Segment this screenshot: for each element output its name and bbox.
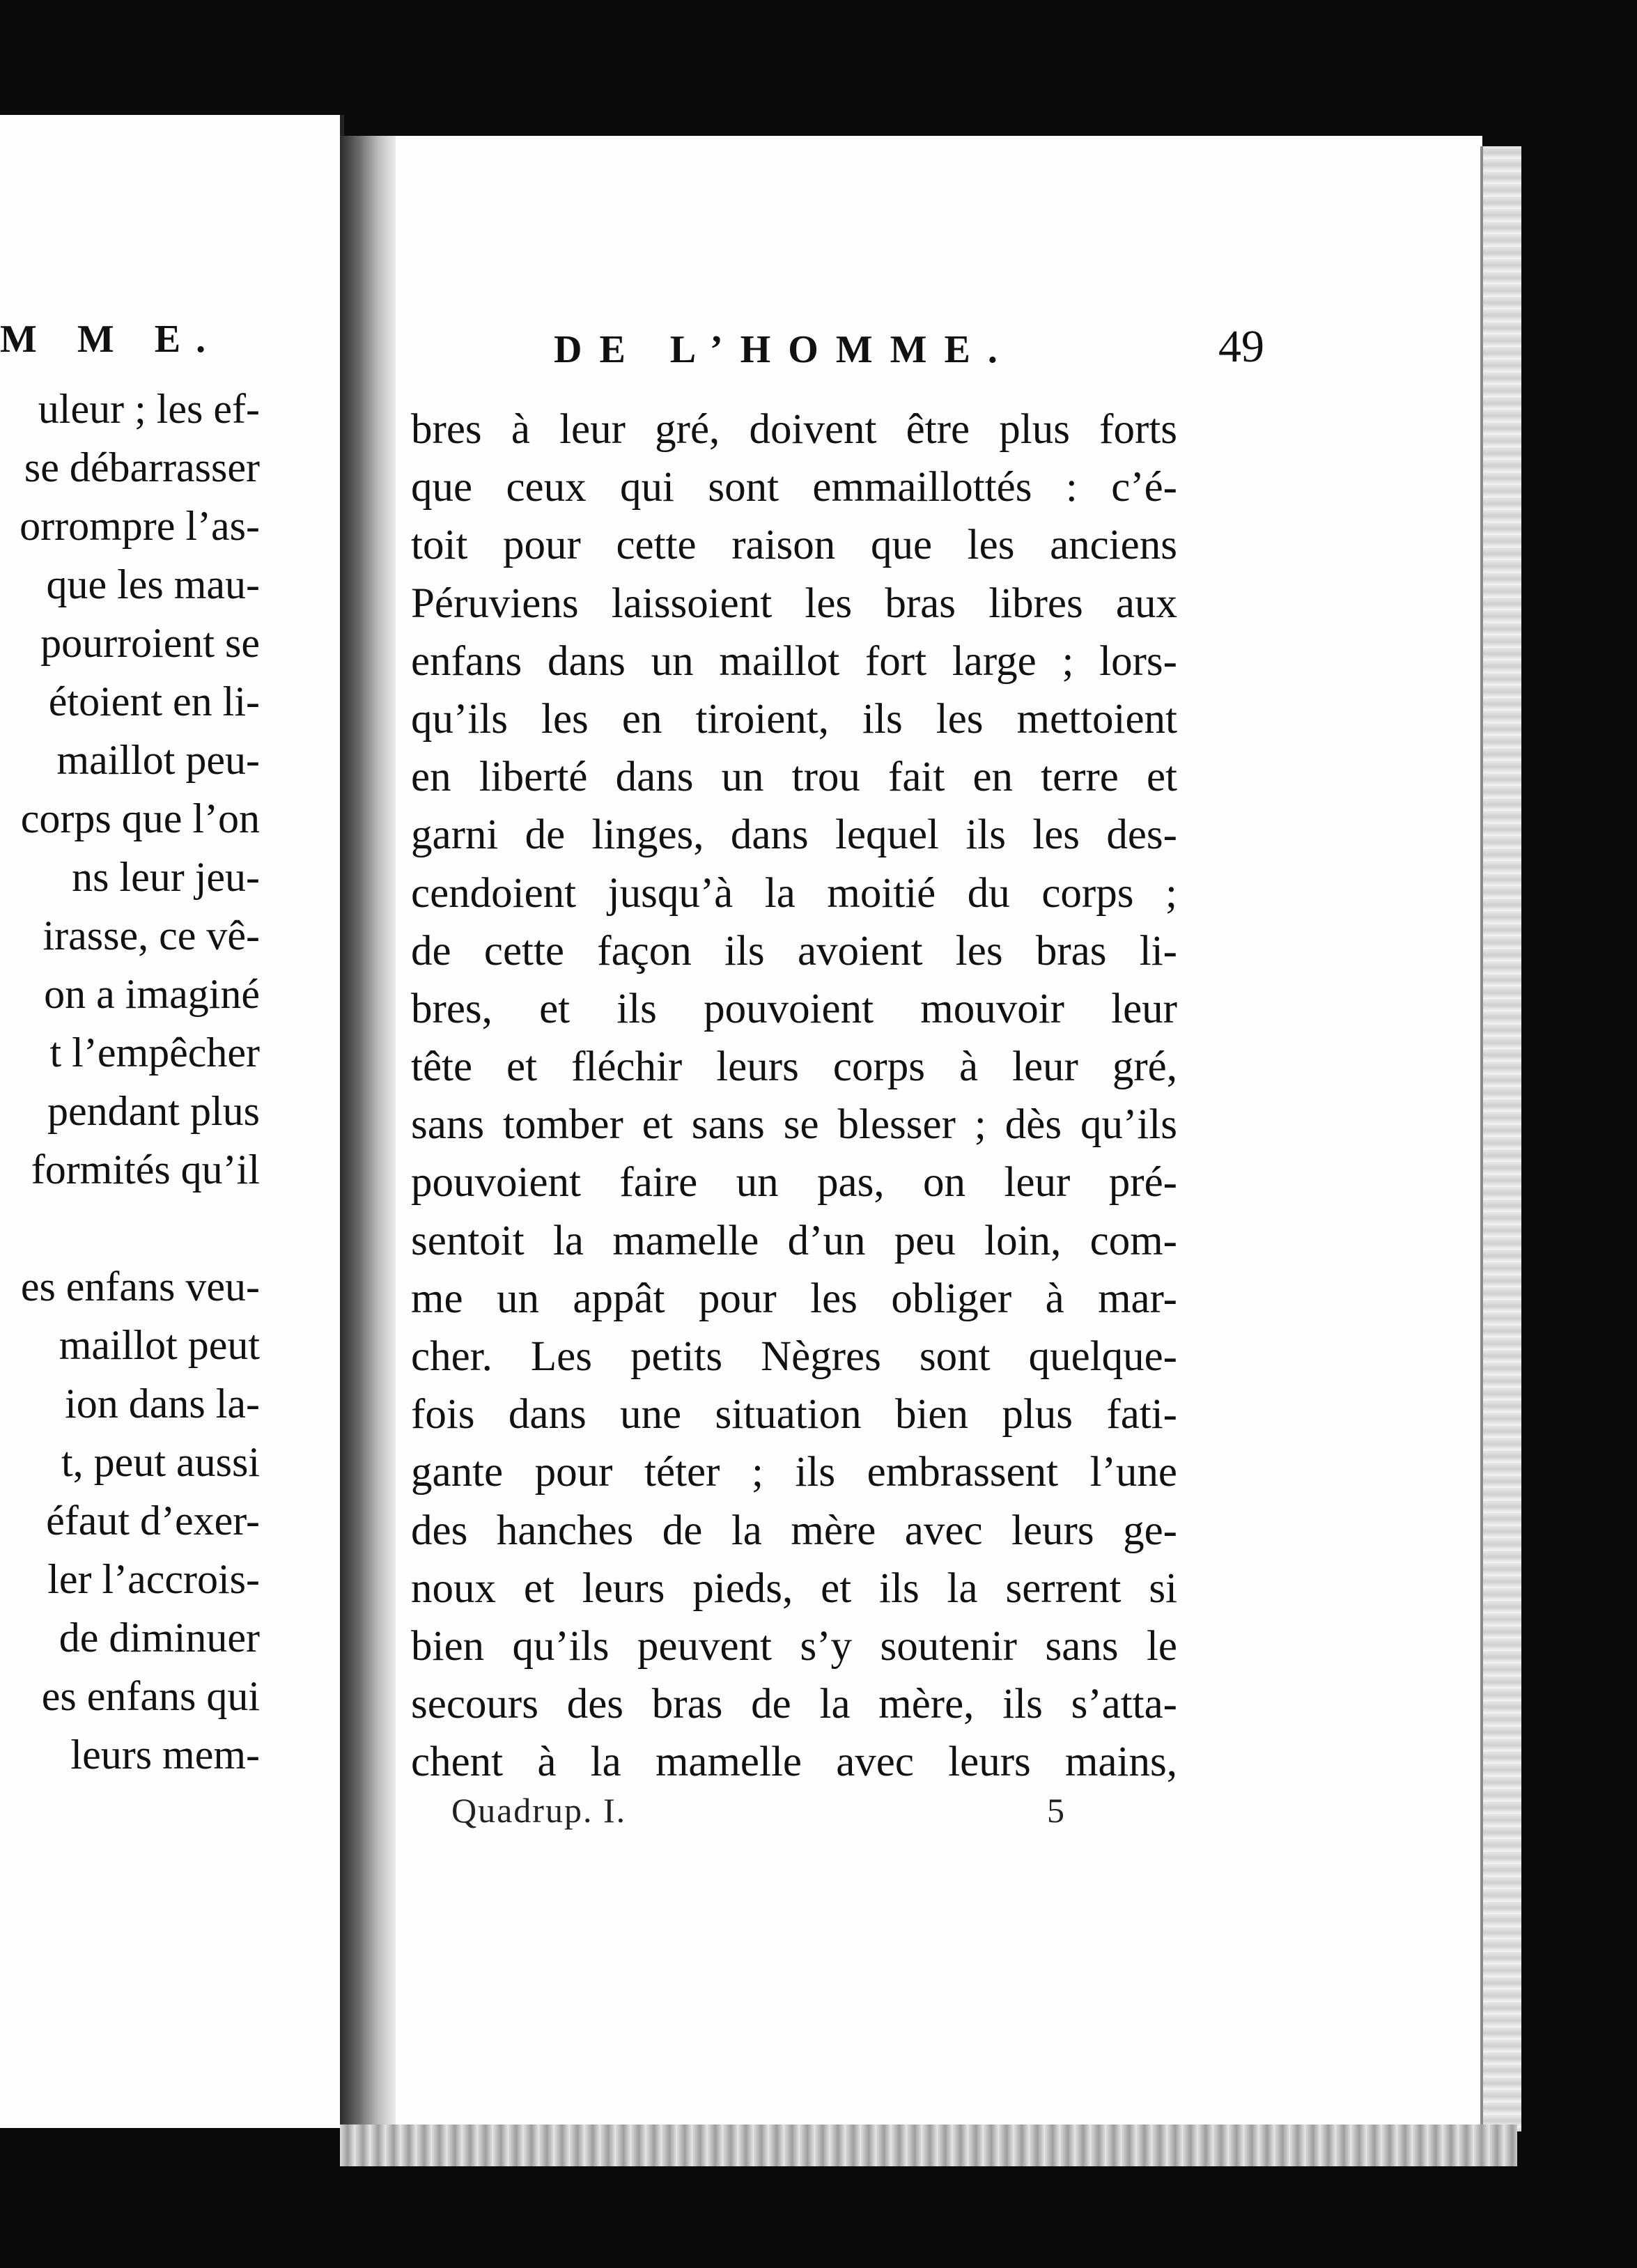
text-line: bres, et ils pouvoient mouvoir leur: [411, 985, 1177, 1032]
signature-number: 5: [1047, 1791, 1064, 1830]
left-page: [0, 115, 344, 2128]
text-line: pouvoient faire un pas, on leur pré-: [411, 1159, 1177, 1206]
text-line: sans tomber et sans se blesser ; dès qu’ils: [411, 1101, 1177, 1149]
right-page-text: [411, 401, 1177, 1792]
text-line: cendoient jusqu’à la moitié du corps ;: [411, 869, 1177, 917]
left-page-text: [0, 380, 260, 1784]
text-line: noux et leurs pieds, et ils la serrent si: [411, 1564, 1177, 1612]
left-text-line: se débarrasser: [24, 444, 260, 490]
right-page-header: [554, 321, 1264, 383]
page-edge: [1480, 146, 1521, 2131]
text-line: qu’ils les en tiroient, ils les mettoient: [411, 695, 1177, 743]
left-text-line: on a imaginé: [44, 971, 260, 1017]
running-head: DE L’HOMME.: [554, 328, 1015, 371]
left-text-line: ler l’accrois-: [47, 1556, 260, 1602]
left-text-line: es enfans qui: [41, 1673, 260, 1719]
left-text-line: formités qu’il: [31, 1147, 260, 1193]
left-text-line: maillot peut: [59, 1322, 260, 1368]
text-line: Péruviens laissoient les bras libres aux: [411, 580, 1177, 627]
left-text-line: corps que l’on: [20, 795, 260, 841]
text-line: secours des bras de la mère, ils s’atta-: [411, 1681, 1177, 1728]
left-text-line: pendant plus: [47, 1088, 260, 1134]
text-line: gante pour téter ; ils embrassent l’une: [411, 1449, 1177, 1496]
text-line: toit pour cette raison que les anciens: [411, 522, 1177, 569]
left-text-line: leurs mem-: [70, 1732, 260, 1778]
text-line: enfans dans un maillot fort large ; lors-: [411, 637, 1177, 685]
left-text-line: étoient en li-: [48, 678, 260, 724]
text-line: garni de linges, dans lequel ils les des-: [411, 811, 1177, 859]
left-text-line: irasse, ce vê-: [42, 912, 260, 958]
left-text-line: ion dans la-: [65, 1381, 260, 1427]
left-text-line: t, peut aussi: [61, 1439, 260, 1485]
text-line: sentoit la mamelle d’un peu loin, com-: [411, 1217, 1177, 1264]
left-text-line: pourroient se: [40, 620, 260, 666]
signature-mark: Quadrup. I.: [451, 1791, 627, 1830]
left-text-line: orrompre l’as-: [20, 503, 260, 549]
text-line: chent à la mamelle avec leurs mains,: [411, 1739, 1177, 1786]
text-line: me un appât pour les obliger à mar-: [411, 1275, 1177, 1322]
left-text-line: maillot peu-: [56, 737, 260, 783]
left-text-line: que les mau-: [46, 561, 260, 607]
left-text-line: [0, 1199, 260, 1257]
text-line: fois dans une situation bien plus fati-: [411, 1391, 1177, 1438]
book-gutter: [340, 136, 396, 2128]
left-text-line: de diminuer: [59, 1615, 260, 1661]
text-line: bres à leur gré, doivent être plus forts: [411, 406, 1177, 453]
page-bottom-edge: [340, 2125, 1517, 2166]
page-footer: [451, 1790, 1064, 1846]
page-number: 49: [1218, 321, 1264, 372]
text-line: cher. Les petits Nègres sont quelque-: [411, 1333, 1177, 1380]
left-text-line: es enfans veu-: [20, 1264, 260, 1310]
text-line: tête et fléchir leurs corps à leur gré,: [411, 1043, 1177, 1091]
left-running-head: M M E.: [0, 318, 222, 361]
left-text-line: t l’empêcher: [49, 1030, 260, 1075]
text-line: bien qu’ils peuvent s’y soutenir sans le: [411, 1622, 1177, 1670]
text-line: en liberté dans un trou fait en terre et: [411, 754, 1177, 801]
left-text-line: uleur ; les ef-: [38, 386, 260, 432]
text-line: de cette façon ils avoient les bras li-: [411, 927, 1177, 974]
text-line: que ceux qui sont emmaillottés : c’é-: [411, 464, 1177, 511]
left-text-line: éfaut d’exer-: [46, 1498, 260, 1544]
text-line: des hanches de la mère avec leurs ge-: [411, 1507, 1177, 1554]
left-text-line: ns leur jeu-: [72, 854, 260, 900]
